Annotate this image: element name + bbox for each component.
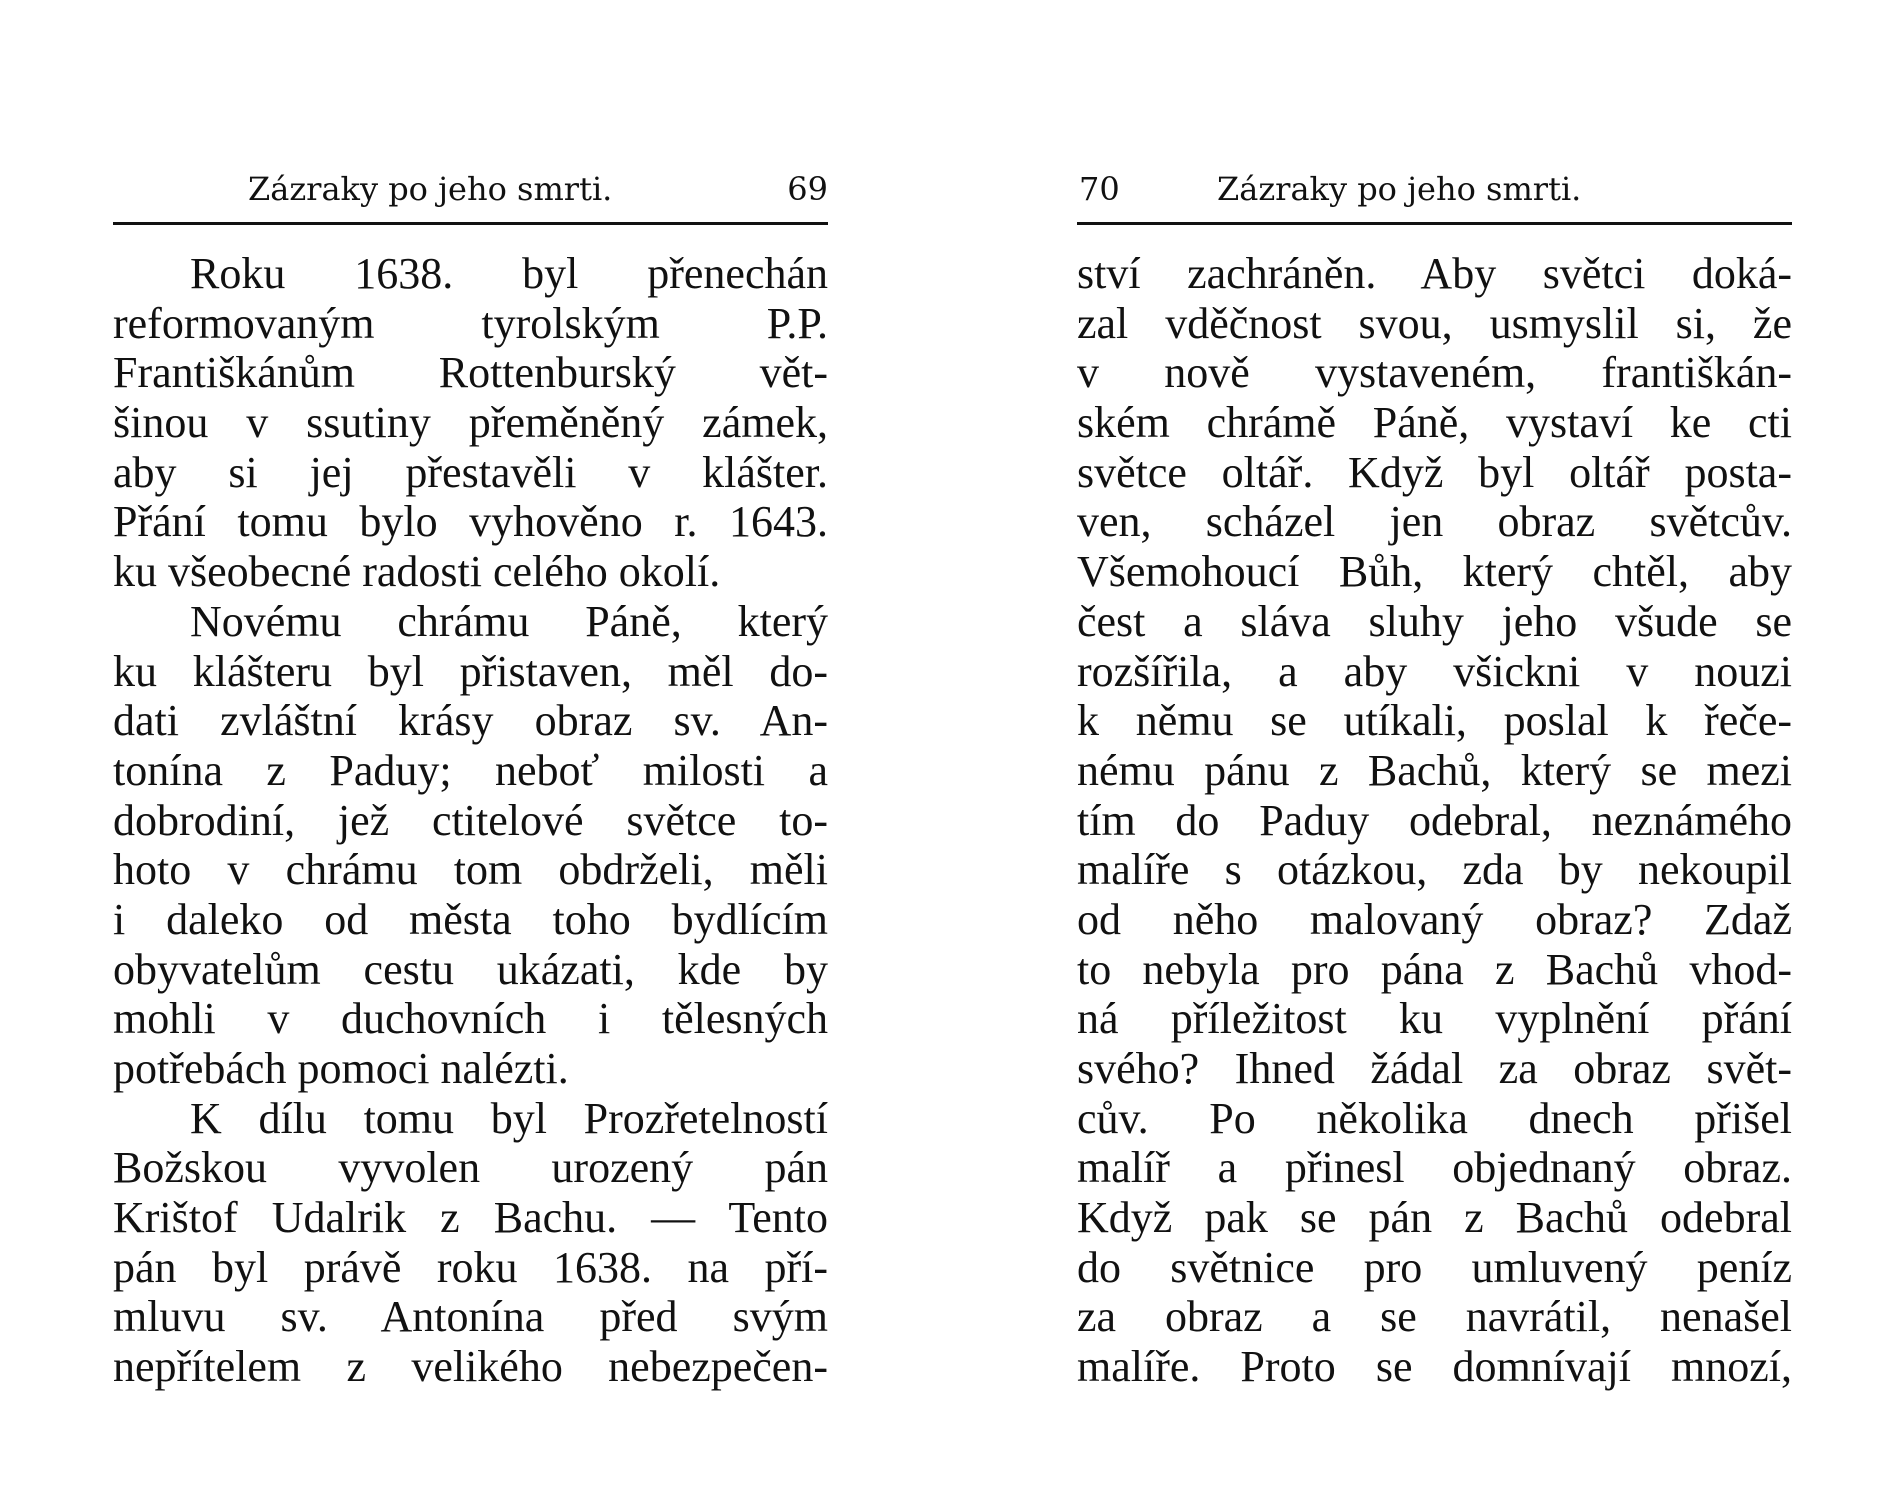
- text-line: i daleko od města toho bydlícím: [113, 894, 828, 944]
- text-line: Božskou vyvolen urozený pán: [113, 1143, 828, 1193]
- text-line: ná příležitost ku vyplnění přání: [1077, 994, 1792, 1044]
- left-page-body: [113, 249, 828, 1392]
- text-line: dati zvláštní krásy obraz sv. An-: [113, 696, 828, 746]
- text-line: za obraz a se navrátil, nenašel: [1077, 1292, 1792, 1342]
- text-line: hoto v chrámu tom obdrželi, měli: [113, 845, 828, 895]
- text-line: čest a sláva sluhy jeho všude se: [1077, 596, 1792, 646]
- right-page-body: [1077, 249, 1792, 1392]
- text-line: tím do Paduy odebral, neznámého: [1077, 795, 1792, 845]
- text-line: svého? Ihned žádal za obraz svět-: [1077, 1044, 1792, 1093]
- running-title: Zázraky po jeho smrti.: [248, 170, 613, 208]
- text-line: Novému chrámu Páně, který: [190, 596, 828, 646]
- text-line: světce oltář. Když byl oltář posta-: [1077, 447, 1792, 497]
- text-line: k němu se utíkali, poslal k řeče-: [1077, 696, 1792, 746]
- text-line: nému pánu z Bachů, který se mezi: [1077, 745, 1792, 795]
- text-line: Přání tomu bylo vyhověno r. 1643.: [113, 497, 828, 547]
- text-line: Krištof Udalrik z Bachu. — Tento: [113, 1193, 828, 1243]
- left-page-header: [113, 170, 828, 218]
- text-line: tonína z Paduy; neboť milosti a: [113, 745, 828, 795]
- right-page: [1077, 170, 1792, 1392]
- text-line: mohli v duchovních i tělesných: [113, 994, 828, 1044]
- header-rule: [1077, 222, 1792, 225]
- text-line: Františkánům Rottenburský vět-: [113, 348, 828, 398]
- running-title: Zázraky po jeho smrti.: [1217, 170, 1582, 208]
- page-number: 70: [1079, 170, 1120, 208]
- text-line: od něho malovaný obraz? Zdaž: [1077, 894, 1792, 944]
- text-line: ku klášteru byl přistaven, měl do-: [113, 646, 828, 696]
- text-line: malíře. Proto se domnívají mnozí,: [1077, 1342, 1792, 1392]
- text-line: v nově vystaveném, františkán-: [1077, 348, 1792, 398]
- text-line: mluvu sv. Antonína před svým: [113, 1292, 828, 1342]
- text-line: Když pak se pán z Bachů odebral: [1077, 1193, 1792, 1243]
- text-line: šinou v ssutiny přeměněný zámek,: [113, 398, 828, 448]
- text-line: malíř a přinesl objednaný obraz.: [1077, 1143, 1792, 1193]
- text-line: ven, scházel jen obraz světcův.: [1077, 497, 1792, 547]
- text-line: nepřítelem z velikého nebezpečen-: [113, 1342, 828, 1392]
- right-page-header: [1077, 170, 1792, 218]
- text-line: obyvatelům cestu ukázati, kde by: [113, 944, 828, 994]
- text-line: cův. Po několika dnech přišel: [1077, 1093, 1792, 1143]
- text-line: zal vděčnost svou, usmyslil si, že: [1077, 298, 1792, 348]
- text-line: Roku 1638. byl přenechán: [190, 249, 828, 298]
- text-line: to nebyla pro pána z Bachů vhod-: [1077, 944, 1792, 994]
- text-line: ském chrámě Páně, vystaví ke cti: [1077, 398, 1792, 448]
- text-line: Všemohoucí Bůh, který chtěl, aby: [1077, 547, 1792, 597]
- text-line: ku všeobecné radosti celého okolí.: [113, 547, 721, 597]
- text-line: rozšířila, a aby všickni v nouzi: [1077, 646, 1792, 696]
- page-number: 69: [787, 170, 828, 208]
- text-line: do světnice pro umluvený peníz: [1077, 1242, 1792, 1292]
- text-line: reformovaným tyrolským P.P.: [113, 298, 828, 348]
- text-line: K dílu tomu byl Prozřetelností: [190, 1093, 828, 1143]
- text-line: malíře s otázkou, zda by nekoupil: [1077, 845, 1792, 895]
- text-line: ství zachráněn. Aby světci doká-: [1077, 249, 1792, 298]
- text-line: dobrodiní, jež ctitelové světce to-: [113, 795, 828, 845]
- left-page: [113, 170, 828, 1392]
- text-line: potřebách pomoci nalézti.: [113, 1044, 569, 1093]
- text-line: pán byl právě roku 1638. na pří-: [113, 1242, 828, 1292]
- text-line: aby si jej přestavěli v klášter.: [113, 447, 828, 497]
- header-rule: [113, 222, 828, 225]
